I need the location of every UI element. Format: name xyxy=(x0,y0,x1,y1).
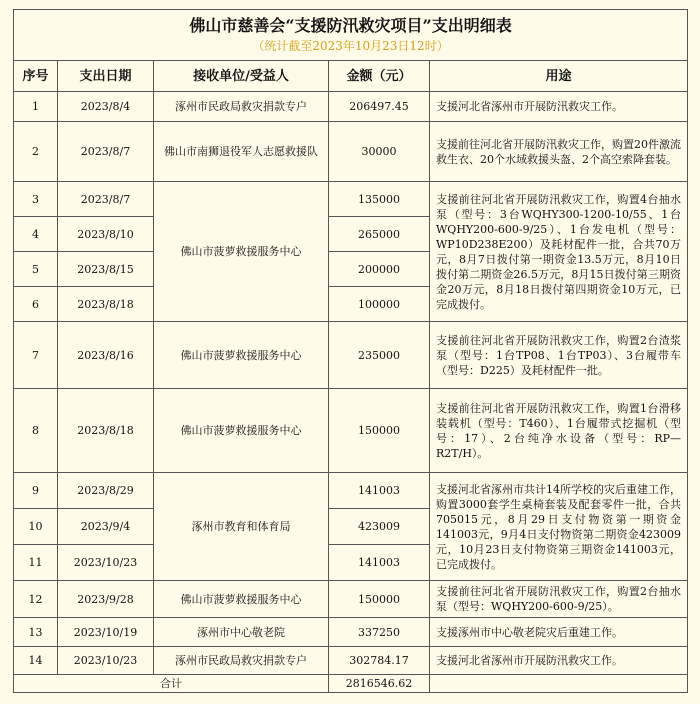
recipient-cell: 涿州市民政局救灾捐款专户 xyxy=(154,647,329,675)
seq-cell: 13 xyxy=(14,618,58,647)
seq-cell: 7 xyxy=(14,322,58,389)
header-seq: 序号 xyxy=(14,61,58,92)
date-cell: 2023/10/23 xyxy=(58,647,154,675)
header-row xyxy=(14,61,688,92)
purpose-cell: 支援河北省涿州市开展防汛救灾工作。 xyxy=(430,647,688,675)
seq-cell: 2 xyxy=(14,122,58,182)
table-row xyxy=(14,322,688,389)
amount-cell: 150000 xyxy=(329,389,430,473)
recipient-cell: 佛山市菠萝救援服务中心 xyxy=(154,581,329,618)
date-cell: 2023/8/4 xyxy=(58,92,154,122)
seq-cell: 14 xyxy=(14,647,58,675)
purpose-cell: 支援河北省涿州市开展防汛救灾工作。 xyxy=(430,92,688,122)
total-purpose-empty xyxy=(430,675,688,693)
amount-cell: 265000 xyxy=(329,217,430,252)
recipient-cell: 佛山市菠萝救援服务中心 xyxy=(154,182,329,322)
date-cell: 2023/8/18 xyxy=(58,287,154,322)
amount-cell: 206497.45 xyxy=(329,92,430,122)
table-row xyxy=(14,618,688,647)
seq-cell: 5 xyxy=(14,252,58,287)
seq-cell: 6 xyxy=(14,287,58,322)
date-cell: 2023/9/4 xyxy=(58,509,154,545)
recipient-cell: 佛山市菠萝救援服务中心 xyxy=(154,322,329,389)
purpose-cell: 支援前往河北省开展防汛救灾工作，购置4台抽水泵（型号：3台WQHY300-1200-10/55、1台WQHY200-600-9/25）、1台发电机（型号：WP10D238E200）及耗材配件一批，合共70万元，8月7日拨付第一期资金13.5万元，8月10日拨付第二期资金26.5万元，8月15日拨付第三期资金20万元，8月18日拨付第四期资金10万元，已完成拨付。 xyxy=(430,182,688,322)
date-cell: 2023/8/29 xyxy=(58,473,154,509)
purpose-cell: 支援前往河北省开展防汛救灾工作，购置2台抽水泵（型号：WQHY200-600-9/25）。 xyxy=(430,581,688,618)
seq-cell: 10 xyxy=(14,509,58,545)
purpose-cell: 支援前往河北省开展防汛救灾工作，购置1台滑移装载机（型号：T460）、1台履带式挖掘机（型号：17）、2台纯净水设备（型号：RP—R2T/H）。 xyxy=(430,389,688,473)
table-row xyxy=(14,122,688,182)
amount-cell: 302784.17 xyxy=(329,647,430,675)
total-label: 合计 xyxy=(14,675,329,693)
recipient-cell: 佛山市南狮退役军人志愿救援队 xyxy=(154,122,329,182)
seq-cell: 9 xyxy=(14,473,58,509)
table-row xyxy=(14,473,688,509)
recipient-cell: 涿州市中心敬老院 xyxy=(154,618,329,647)
date-cell: 2023/8/18 xyxy=(58,389,154,473)
seq-cell: 3 xyxy=(14,182,58,217)
header-purpose: 用途 xyxy=(430,61,688,92)
seq-cell: 11 xyxy=(14,545,58,581)
amount-cell: 337250 xyxy=(329,618,430,647)
header-date: 支出日期 xyxy=(58,61,154,92)
seq-cell: 12 xyxy=(14,581,58,618)
amount-cell: 100000 xyxy=(329,287,430,322)
total-row xyxy=(14,675,688,693)
amount-cell: 423009 xyxy=(329,509,430,545)
date-cell: 2023/8/16 xyxy=(58,322,154,389)
amount-cell: 235000 xyxy=(329,322,430,389)
purpose-cell: 支援河北省涿州市共计14所学校的灾后重建工作，购置3000套学生桌椅套装及配套零件一批，合共705015元，8月29日支付物资第一期资金141003元，9月4日支付物资第二期资金423009元，10月23日支付物资第三期资金141003元，已完成拨付。 xyxy=(430,473,688,581)
page-title: 佛山市慈善会“支援防汛救灾项目”支出明细表 xyxy=(189,16,512,35)
amount-cell: 135000 xyxy=(329,182,430,217)
seq-cell: 8 xyxy=(14,389,58,473)
page-subtitle: （统计截至2023年10月23日12时） xyxy=(252,39,449,53)
table-row xyxy=(14,581,688,618)
purpose-cell: 支援涿州市中心敬老院灾后重建工作。 xyxy=(430,618,688,647)
date-cell: 2023/8/15 xyxy=(58,252,154,287)
purpose-cell: 支援前往河北省开展防汛救灾工作，购置2台渣浆泵（型号：1台TP08、1台TP03）、3台履带车（型号：D225）及耗材配件一批。 xyxy=(430,322,688,389)
amount-cell: 141003 xyxy=(329,473,430,509)
title-cell xyxy=(14,10,688,61)
table-row xyxy=(14,389,688,473)
date-cell: 2023/10/19 xyxy=(58,618,154,647)
header-amount: 金额（元） xyxy=(329,61,430,92)
date-cell: 2023/8/7 xyxy=(58,122,154,182)
recipient-cell: 涿州市教育和体育局 xyxy=(154,473,329,581)
table-row xyxy=(14,182,688,217)
header-recipient: 接收单位/受益人 xyxy=(154,61,329,92)
date-cell: 2023/8/10 xyxy=(58,217,154,252)
expenditure-table xyxy=(13,9,688,693)
purpose-cell: 支援前往河北省开展防汛救灾工作，购置20件激流救生衣、20个水域救援头盔、2个高空索降套装。 xyxy=(430,122,688,182)
recipient-cell: 涿州市民政局救灾捐款专户 xyxy=(154,92,329,122)
table-row xyxy=(14,647,688,675)
amount-cell: 200000 xyxy=(329,252,430,287)
date-cell: 2023/9/28 xyxy=(58,581,154,618)
date-cell: 2023/10/23 xyxy=(58,545,154,581)
table-row xyxy=(14,92,688,122)
total-amount: 2816546.62 xyxy=(329,675,430,693)
amount-cell: 30000 xyxy=(329,122,430,182)
seq-cell: 1 xyxy=(14,92,58,122)
seq-cell: 4 xyxy=(14,217,58,252)
date-cell: 2023/8/7 xyxy=(58,182,154,217)
amount-cell: 150000 xyxy=(329,581,430,618)
recipient-cell: 佛山市菠萝救援服务中心 xyxy=(154,389,329,473)
amount-cell: 141003 xyxy=(329,545,430,581)
